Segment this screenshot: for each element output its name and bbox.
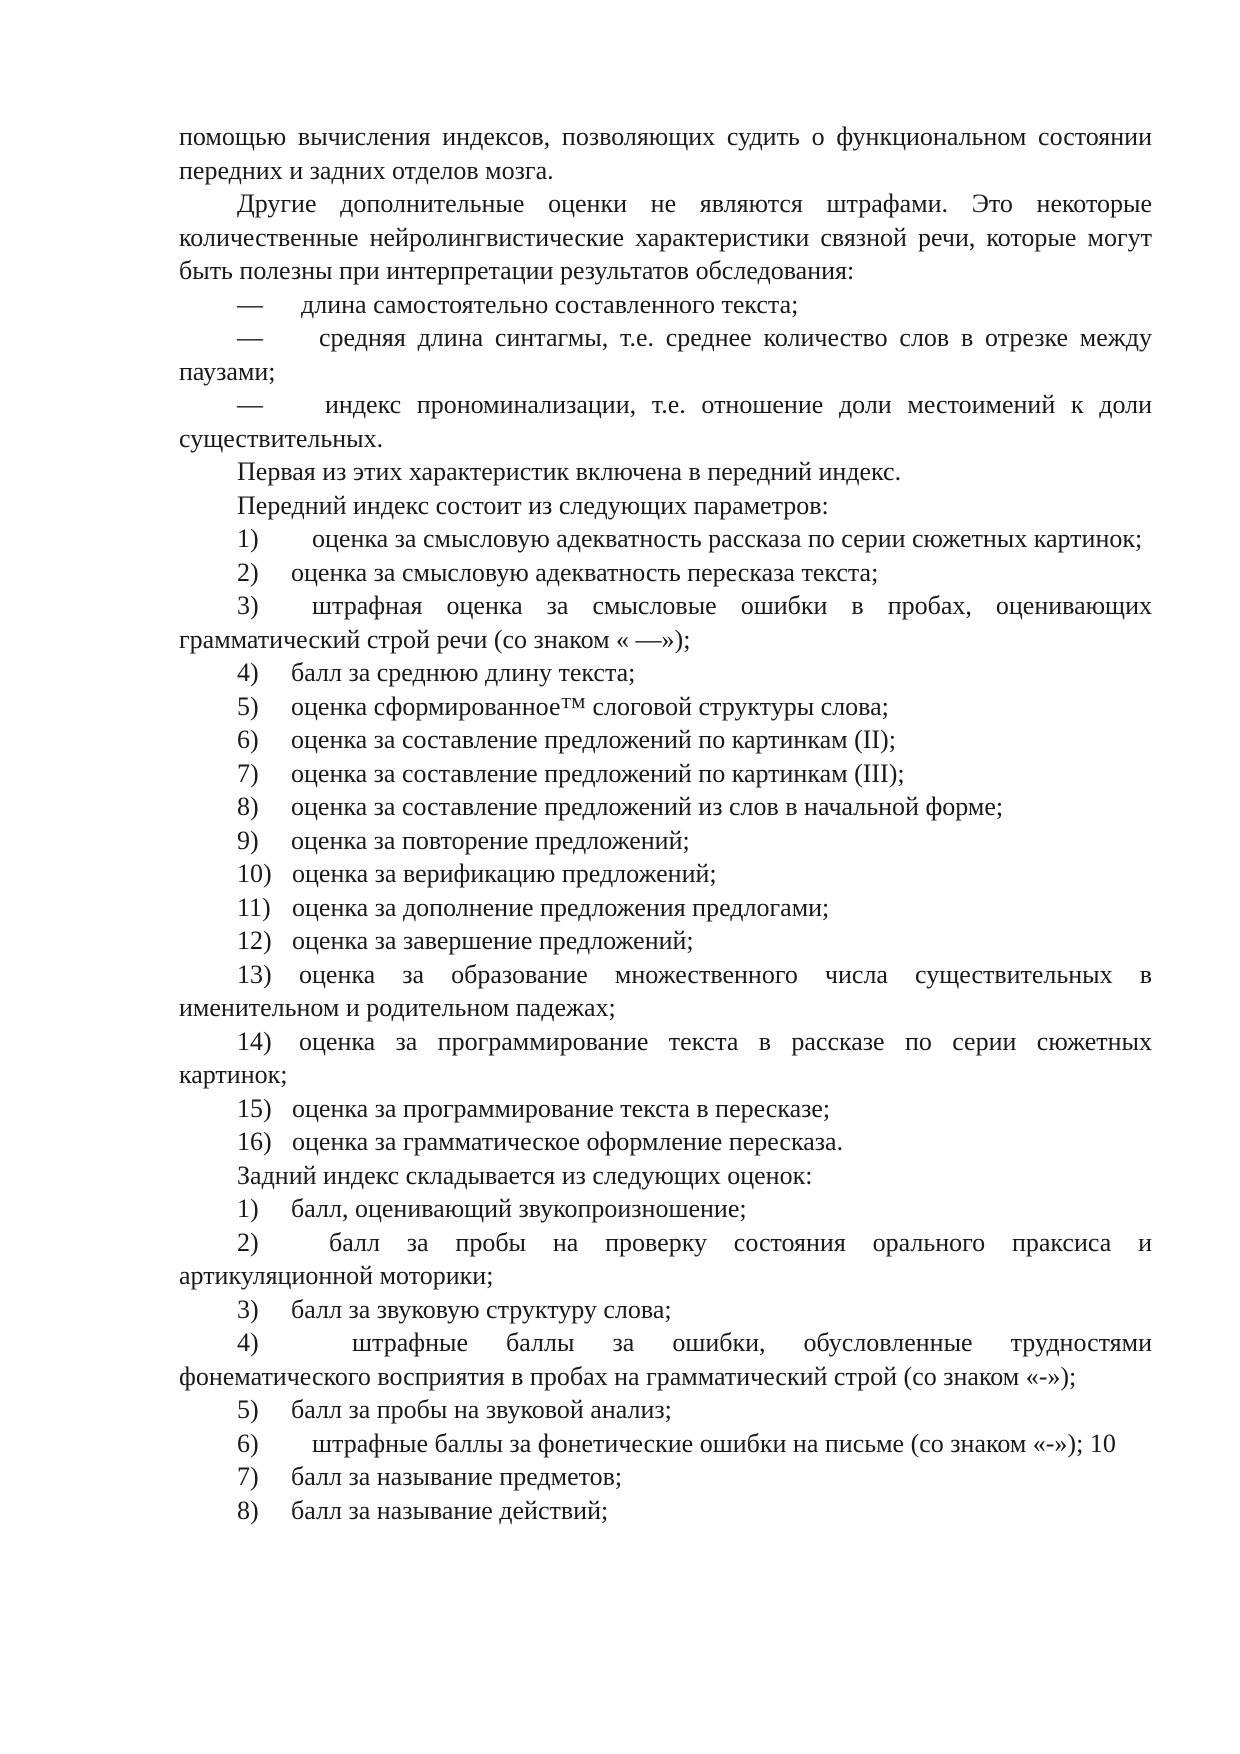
- list-item-text: оценка за составление предложений по картинкам (II);: [291, 725, 896, 754]
- list-item-text: оценка за образование множественного числа существительных в именительном и родительном падежах;: [179, 959, 1152, 1022]
- front-index-item: [179, 924, 1152, 958]
- dash-list-item: [179, 321, 1152, 388]
- back-index-item: [179, 1460, 1152, 1494]
- front-index-item: [179, 857, 1152, 891]
- page-content: [179, 120, 1152, 1527]
- back-index-item: [179, 1293, 1152, 1327]
- list-item-text: балл за называние действий;: [291, 1495, 609, 1525]
- list-item-text: оценка сформированное™ слоговой структуры слова;: [291, 691, 889, 721]
- front-index-item: [179, 1125, 1152, 1159]
- list-number: 4): [237, 658, 259, 687]
- list-item-text: оценка за программирование текста в рассказе по серии сюжетных картинок;: [179, 1026, 1152, 1089]
- back-index-item: [179, 1192, 1152, 1226]
- front-index-item: [179, 790, 1152, 824]
- list-number: 7): [237, 758, 259, 788]
- list-item-text: оценка за грамматическое оформление пересказа.: [292, 1127, 844, 1156]
- paragraph-front-index-heading: Передний индекс состоит из следующих параметров:: [237, 490, 829, 520]
- dash-item-text: длина самостоятельно составленного текста;: [301, 289, 799, 319]
- paragraph-first-characteristic: Первая из этих характеристик включена в передний индекс.: [237, 457, 902, 486]
- front-index-item: [179, 1092, 1152, 1126]
- dash-marker: —: [237, 390, 263, 419]
- list-number: 7): [237, 1462, 259, 1491]
- list-item-text: оценка за завершение предложений;: [292, 926, 694, 955]
- list-number: 6): [237, 1428, 259, 1458]
- list-item-text: штрафные баллы за ошибки, обусловленные трудностями фонематического восприятия в пробах на грамматический строй (со знаком «-»);: [179, 1328, 1152, 1391]
- front-index-item: [179, 556, 1152, 590]
- list-item-text: оценка за программирование текста в пересказе;: [292, 1093, 831, 1123]
- list-number: 5): [237, 1395, 259, 1424]
- list-item-text: балл за пробы на проверку состояния орального праксиса и артикуляционной моторики;: [179, 1227, 1152, 1290]
- front-index-item: [179, 522, 1152, 556]
- back-index-item: [179, 1326, 1152, 1393]
- front-index-item: [179, 656, 1152, 690]
- paragraph-back-index-heading: Задний индекс складывается из следующих оценок:: [237, 1160, 813, 1190]
- list-number: 3): [237, 1294, 259, 1324]
- list-number: 8): [237, 792, 259, 821]
- list-number: 2): [237, 557, 259, 587]
- paragraph-intro: помощью вычисления индексов, позволяющих судить о функциональном состоянии передних и задних отделов мозга.: [179, 122, 1152, 185]
- list-number: 11): [237, 892, 271, 922]
- list-number: 10): [237, 859, 272, 888]
- dash-marker: —: [237, 289, 263, 319]
- list-item-text: оценка за верификацию предложений;: [292, 859, 717, 888]
- list-number: 3): [237, 591, 259, 620]
- back-index-item: [179, 1427, 1152, 1461]
- list-number: 9): [237, 825, 259, 855]
- list-item-text: штрафные баллы за фонетические ошибки на письме (со знаком «-»); 10: [312, 1428, 1116, 1458]
- list-item-text: балл за называние предметов;: [291, 1462, 623, 1491]
- list-number: 12): [237, 926, 272, 955]
- list-number: 16): [237, 1127, 272, 1156]
- list-number: 13): [237, 959, 272, 989]
- list-item-text: штрафная оценка за смысловые ошибки в пробах, оценивающих грамматический строй речи (со знаком « —»);: [179, 591, 1152, 654]
- list-item-text: оценка за составление предложений по картинкам (III);: [291, 758, 905, 788]
- back-index-item: [179, 1494, 1152, 1528]
- list-item-text: оценка за составление предложений из слов в начальной форме;: [291, 792, 1004, 821]
- list-number: 2): [237, 1227, 259, 1257]
- list-item-text: оценка за повторение предложений;: [291, 825, 690, 855]
- back-index-item: [179, 1226, 1152, 1293]
- list-number: 6): [237, 725, 259, 754]
- list-number: 1): [237, 1194, 259, 1223]
- front-index-item: [179, 1025, 1152, 1092]
- front-index-item: [179, 824, 1152, 858]
- list-number: 15): [237, 1093, 272, 1123]
- list-number: 14): [237, 1026, 272, 1056]
- list-item-text: оценка за смысловую адекватность рассказа по серии сюжетных картинок;: [312, 524, 1143, 553]
- dash-list-item: [179, 288, 1152, 322]
- front-index-item: [179, 589, 1152, 656]
- front-index-item: [179, 958, 1152, 1025]
- front-index-item: [179, 723, 1152, 757]
- list-number: 8): [237, 1495, 259, 1525]
- dash-item-text: индекс прономинализации, т.е. отношение доли местоимений к доли существительных.: [179, 390, 1152, 453]
- list-item-text: оценка за дополнение предложения предлогами;: [292, 892, 830, 922]
- front-index-item: [179, 891, 1152, 925]
- list-item-text: балл за среднюю длину текста;: [291, 658, 636, 687]
- list-number: 4): [237, 1328, 259, 1357]
- dash-item-text: средняя длина синтагмы, т.е. среднее количество слов в отрезке между паузами;: [179, 323, 1152, 386]
- list-item-text: балл за пробы на звуковой анализ;: [291, 1395, 672, 1424]
- list-item-text: оценка за смысловую адекватность пересказа текста;: [291, 557, 879, 587]
- paragraph-additional-scores: Другие дополнительные оценки не являются штрафами. Это некоторые количественные нейролингвистические характеристики связной речи, которые могут быть полезны при интерпретации результатов обследования:: [179, 189, 1152, 285]
- dash-list-item: [179, 388, 1152, 455]
- list-item-text: балл за звуковую структуру слова;: [291, 1294, 672, 1324]
- back-index-item: [179, 1393, 1152, 1427]
- front-index-item: [179, 690, 1152, 724]
- list-number: 5): [237, 691, 259, 721]
- list-number: 1): [237, 524, 259, 553]
- front-index-item: [179, 757, 1152, 791]
- dash-marker: —: [237, 323, 263, 352]
- list-item-text: балл, оценивающий звукопроизношение;: [291, 1194, 747, 1223]
